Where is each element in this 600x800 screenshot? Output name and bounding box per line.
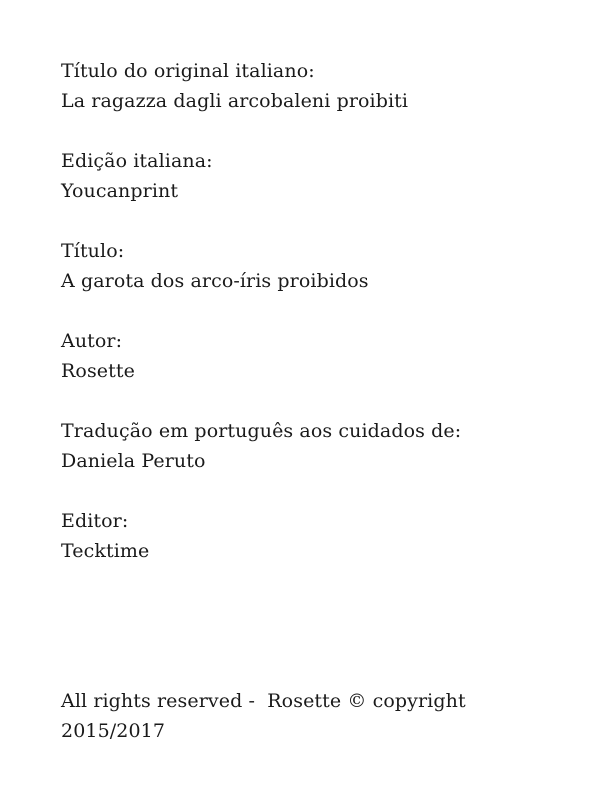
credit-value: Tecktime: [61, 540, 150, 562]
credit-label: Editor:: [61, 510, 129, 532]
credit-italian-edition: [61, 146, 561, 206]
credit-value: Youcanprint: [61, 180, 179, 202]
credit-label: Título:: [61, 240, 125, 262]
credit-value: A garota dos arco-íris proibidos: [61, 270, 369, 292]
credit-label: Título do original italiano:: [61, 60, 315, 82]
copyright-notice: [61, 686, 561, 746]
copyright-years: 2015/2017: [61, 720, 166, 742]
credit-label: Tradução em português aos cuidados de:: [61, 420, 462, 442]
credit-value: La ragazza dagli arcobaleni proibiti: [61, 90, 409, 112]
credit-translation: [61, 416, 561, 476]
credit-value: Daniela Peruto: [61, 450, 206, 472]
credit-original-title: [61, 56, 561, 116]
copyright-line: All rights reserved - Rosette © copyright: [61, 690, 466, 712]
credit-label: Autor:: [61, 330, 123, 352]
credit-value: Rosette: [61, 360, 135, 382]
credit-author: [61, 326, 561, 386]
credit-label: Edição italiana:: [61, 150, 213, 172]
credit-title: [61, 236, 561, 296]
credit-editor: [61, 506, 561, 566]
